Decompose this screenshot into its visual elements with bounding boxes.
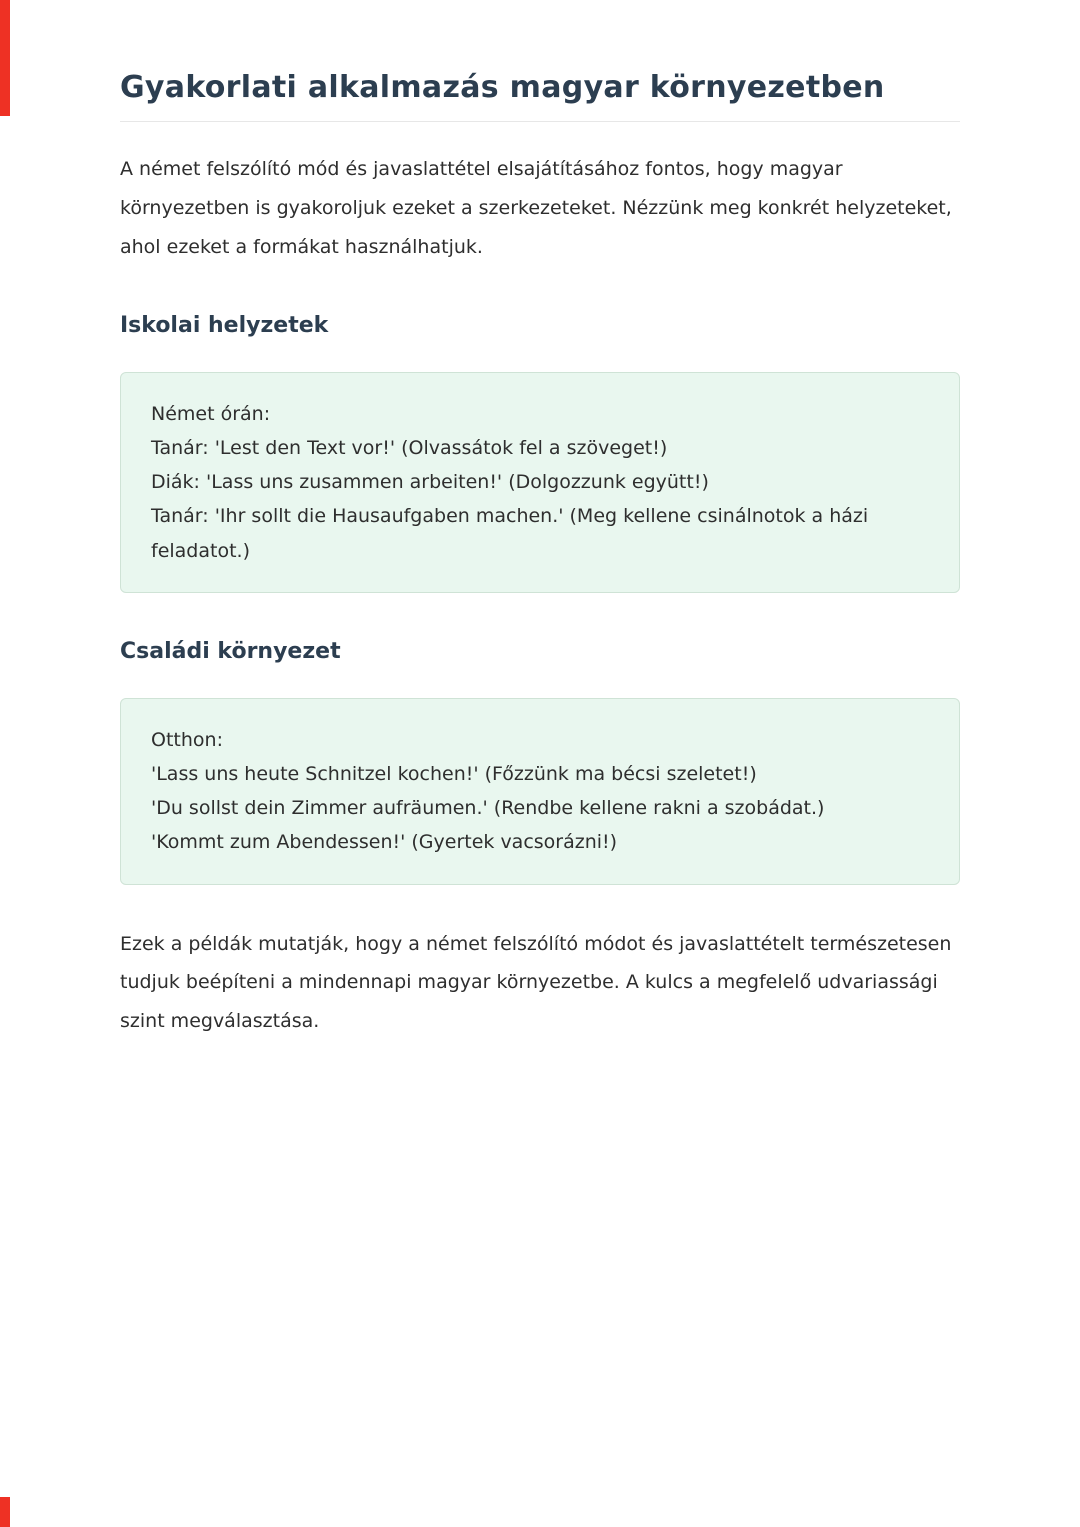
example-line: Német órán: <box>151 402 271 425</box>
example-line: Tanár: 'Ihr sollt die Hausaufgaben machen.' (Meg kellene csinálnotok a házi feladatot.) <box>151 505 869 562</box>
example-line: Otthon: <box>151 728 223 751</box>
example-line: 'Lass uns heute Schnitzel kochen!' (Főzzünk ma bécsi szeletet!) <box>151 762 757 785</box>
example-box-school <box>120 372 960 593</box>
example-box-family <box>120 698 960 885</box>
example-line: Diák: 'Lass uns zusammen arbeiten!' (Dolgozzunk együtt!) <box>151 471 709 494</box>
page-edge-marker-bottom <box>0 1497 10 1527</box>
page-title: Gyakorlati alkalmazás magyar környezetben <box>120 70 960 122</box>
section-heading-csaladi-kornyezet: Családi környezet <box>120 638 341 664</box>
example-line: 'Du sollst dein Zimmer aufräumen.' (Rendbe kellene rakni a szobádat.) <box>151 797 825 820</box>
intro-paragraph: A német felszólító mód és javaslattétel elsajátításához fontos, hogy magyar környezetben is gyakoroljuk ezeket a szerkezeteket. Nézzünk meg konkrét helyzeteket, ahol ezeket a formákat használhatjuk. <box>120 158 952 258</box>
outro-paragraph: Ezek a példák mutatják, hogy a német felszólító módot és javaslattételt természetesen tudjuk beépíteni a mindennapi magyar környezetbe. A kulcs a megfelelő udvariassági szint megválasztása. <box>120 932 952 1033</box>
page-edge-marker-top <box>0 0 10 116</box>
example-line: Tanár: 'Lest den Text vor!' (Olvassátok fel a szöveget!) <box>151 437 668 459</box>
document-content <box>120 0 960 1041</box>
example-line: 'Kommt zum Abendessen!' (Gyertek vacsorázni!) <box>151 831 618 854</box>
section-heading-iskolai-helyzetek: Iskolai helyzetek <box>120 312 329 338</box>
